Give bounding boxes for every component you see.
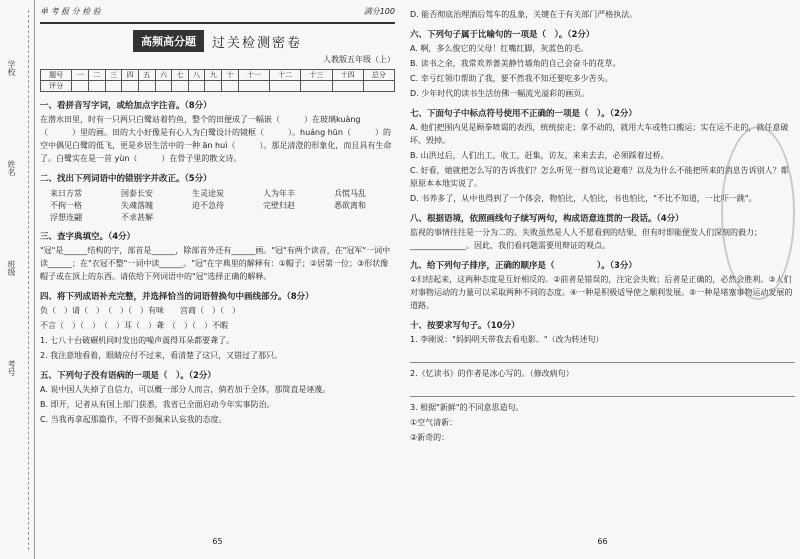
right-page bbox=[410, 6, 795, 546]
q1-title: 一、看拼音写字词，或给加点字注音。（8分） bbox=[40, 101, 212, 111]
q4-row: 负（ ）请（ ） （ ）（ ）有味 宫商（ ）（ ） bbox=[40, 306, 240, 315]
q7-option: D. 书养多了，从中也得到了一个体会，物怕比，人怕比，书也怕比，"不比不知道，一比吓一跳"。 bbox=[410, 194, 757, 203]
score-input-cell[interactable] bbox=[301, 81, 332, 92]
score-cell: 八 bbox=[188, 70, 205, 81]
score-input-cell[interactable] bbox=[222, 81, 239, 92]
page-title bbox=[40, 30, 395, 52]
q5-option-d: D. 能否彻底治理酒后驾车的乱象，关键在于有关部门严格执法。 bbox=[410, 10, 638, 19]
score-cell: 十二 bbox=[270, 70, 301, 81]
q10-sub: ②新奇的： bbox=[410, 433, 450, 442]
q7-option: B. 山洪过后，人们出工，收工，赶集，访友，来来去去，必须踩着过桥。 bbox=[410, 151, 669, 160]
q7-option: C. 好看，她就把怎么写的告诉我们？怎么听见一群鸟议论避难？以及为什么不能把所来的消息告诉别人？都原原本本地实说了。 bbox=[410, 166, 789, 188]
q3-text: "冠"是______结构的字，部首是______，除部首外还有______画。"冠"有两个读音，在"冠军"一词中读______；在"衣冠不整"一词中读______。"冠"在字典里的解释有：①帽子；②居第一位；③形状像帽子或在顶上的东西。请依给下列词语中的"冠"选择正确的解释。 bbox=[40, 246, 391, 281]
left-page bbox=[40, 6, 395, 546]
score-input-cell[interactable] bbox=[172, 81, 189, 92]
header-right: 满分100 bbox=[363, 7, 395, 16]
score-input-cell[interactable] bbox=[105, 81, 122, 92]
idiom: 迫不急待 bbox=[192, 201, 224, 210]
q7-title: 七、下面句子中标点符号使用不正确的一项是（ ）。（2分） bbox=[410, 109, 637, 119]
grade-label: 人教版五年级（上） bbox=[323, 55, 395, 64]
idiom: 国泰长安 bbox=[121, 189, 153, 198]
q1-text: 在潜水田里，时有一只两只白鹭站着钓鱼，整个的田便成了一幅嵌（ ）在玻璃kuàng（ ）里的画。田的大小好像是有心人为白鹭设计的镜框（ ）。huáng hūn（ ）的空中偶见白鹭的低飞，更是乡居生活中的一种 ān huì（ ）。那足清澄的形象化，而且具有生命了。白鹭实在是一首 yùn（ ）在骨子里的散文诗。 bbox=[40, 115, 392, 163]
title-text: 过关检测密卷 bbox=[211, 35, 302, 51]
score-input-cell[interactable] bbox=[205, 81, 222, 92]
answer-line[interactable] bbox=[410, 350, 795, 363]
q10-item: 2.《忆读书》的作者是冰心写的。（修改病句） bbox=[410, 369, 574, 378]
idiom: 生灵途炭 bbox=[192, 189, 224, 198]
idiom: 来日方常 bbox=[50, 189, 82, 198]
score-cell: 四 bbox=[122, 70, 139, 81]
exam-no-label: 考号 bbox=[7, 360, 16, 376]
score-input-cell[interactable] bbox=[155, 81, 172, 92]
idiom: 不求甚解 bbox=[121, 213, 153, 222]
score-input-cell[interactable] bbox=[363, 81, 394, 92]
score-cell: 三 bbox=[105, 70, 122, 81]
score-input-cell[interactable] bbox=[138, 81, 155, 92]
q6-title: 六、下列句子属于比喻句的一项是（ ）。（2分） bbox=[410, 30, 595, 40]
class-label: 班级 bbox=[7, 260, 16, 276]
idiom: 失魂落魄 bbox=[121, 201, 153, 210]
score-input-cell[interactable] bbox=[332, 81, 363, 92]
q4-sentence: 2. 我注意地看着，眼睛应付不过来，看清楚了这只，又错过了那只。 bbox=[40, 351, 283, 360]
q10-item: 1. 李刚说："妈妈明天带我去看电影。"（改为转述句） bbox=[410, 335, 604, 344]
q10-title: 十、按要求写句子。（10分） bbox=[410, 321, 520, 331]
q2-idioms bbox=[50, 188, 395, 223]
score-cell: 九 bbox=[205, 70, 222, 81]
score-cell: 十四 bbox=[332, 70, 363, 81]
school-label: 学校 bbox=[7, 60, 16, 76]
score-cell: 评分 bbox=[41, 81, 72, 92]
page-number: 66 bbox=[597, 537, 608, 546]
q10-sub: ①空气清新： bbox=[410, 418, 458, 427]
score-cell: 一 bbox=[72, 70, 89, 81]
score-cell: 十三 bbox=[301, 70, 332, 81]
score-table bbox=[40, 69, 395, 92]
idiom: 浮想连翩 bbox=[50, 213, 82, 222]
q3-title: 三、查字典填空。（4分） bbox=[40, 232, 136, 242]
idiom: 兵慌马乱 bbox=[334, 189, 366, 198]
title-banner: 高频高分题 bbox=[133, 30, 204, 52]
q5-option: A. 说中国人失掉了自信力，可以概一部分人而言，倘若加于全体，那简直是诬蔑。 bbox=[40, 385, 331, 394]
q4-row: 不言（ ）（ ） （ ）耳（ ）聋 （ ）（ ）不暇 bbox=[40, 321, 228, 330]
stamp-watermark bbox=[721, 126, 795, 300]
q5-option: C. 当我再拿起那篇作，不得不彭佩来认妄我的态度。 bbox=[40, 415, 227, 424]
score-input-cell[interactable] bbox=[238, 81, 269, 92]
score-input-cell[interactable] bbox=[72, 81, 89, 92]
header-left: 单 考 报 分 检 验 bbox=[40, 7, 101, 16]
q10-item: 3. 根据"新鲜"的不同意思造句。 bbox=[410, 403, 524, 412]
score-cell: 题号 bbox=[41, 70, 72, 81]
score-cell: 五 bbox=[138, 70, 155, 81]
left-binding-strip bbox=[0, 0, 35, 559]
q9-text: ①归结起来，这两种态度是互好相反的。②前者是错误的，注定会失败；后者是正确的，必然会胜利。③人们对事物运动的力量可以采取两种不同的态度。④一种是积极适导使之顺利发展。⑤一种是堵塞事物运动发展的道路。 bbox=[410, 275, 793, 310]
page-number: 65 bbox=[212, 537, 223, 546]
q6-option: D. 少年时代的读书生活仿佛一幅流光溢彩的画页。 bbox=[410, 89, 590, 98]
score-cell: 十一 bbox=[238, 70, 269, 81]
score-cell: 总分 bbox=[363, 70, 394, 81]
score-cell: 十 bbox=[222, 70, 239, 81]
q8-title: 八、根据语境，依照画线句子续写两句，构成语意连贯的一段话。（4分） bbox=[410, 214, 684, 224]
header-bar bbox=[40, 6, 395, 24]
score-cell: 六 bbox=[155, 70, 172, 81]
q4-title: 四、将下列成语补充完整，并选择恰当的词语替换句中画线部分。（8分） bbox=[40, 292, 314, 302]
score-input-cell[interactable] bbox=[122, 81, 139, 92]
answer-line[interactable] bbox=[410, 384, 795, 397]
name-label: 姓名 bbox=[7, 160, 16, 176]
score-cell: 二 bbox=[88, 70, 105, 81]
idiom: 完壁归赵 bbox=[263, 201, 295, 210]
score-input-cell[interactable] bbox=[88, 81, 105, 92]
q5-option: B. 即开，记者从有国上部门获悉，我省已全面启动今年实事防治。 bbox=[40, 400, 275, 409]
q4-sentence: 1. 七八十台破碾机同时发出的噪声震得耳朵都要聋了。 bbox=[40, 336, 235, 345]
idiom: 不拘一格 bbox=[50, 201, 82, 210]
score-input-cell[interactable] bbox=[270, 81, 301, 92]
q6-option: B. 读书之余，我常欢养蔷美静竹墙角的自己会奋斗的花草。 bbox=[410, 59, 621, 68]
q7-option: A. 他们把围内见是顾拳喷谒的表西，统统掠走；拿不动的，就用大车或牲口搬运；实在运不走的，就任意破坏、毁掉。 bbox=[410, 123, 789, 145]
q6-option: C. 幸亏红领巾帮助了我，要不然我不知还要吃多少苦头。 bbox=[410, 74, 613, 83]
idiom: 人为年丰 bbox=[263, 189, 295, 198]
q9-title: 九、给下列句子排序，正确的顺序是（ ）。（3分） bbox=[410, 261, 637, 271]
q6-option: A. 啊，多么俊它的父母！红嘴红脚，灰蓝色的毛。 bbox=[410, 44, 589, 53]
q8-text: 监视的事情往往是一分为二的。失败虽然是人人不愿看到的结果，但有时即能便发人们深刻的毅力；______________。因此，我们看问题需要用辩证的观点。 bbox=[410, 228, 762, 250]
idiom: 悉欲离和 bbox=[334, 201, 366, 210]
score-input-cell[interactable] bbox=[188, 81, 205, 92]
q5-title: 五、下列句子没有语病的一项是（ ）。（2分） bbox=[40, 371, 216, 381]
cut-line bbox=[28, 10, 29, 550]
q2-title: 二、找出下列词语中的错别字并改正。（5分） bbox=[40, 174, 212, 184]
score-cell: 七 bbox=[172, 70, 189, 81]
